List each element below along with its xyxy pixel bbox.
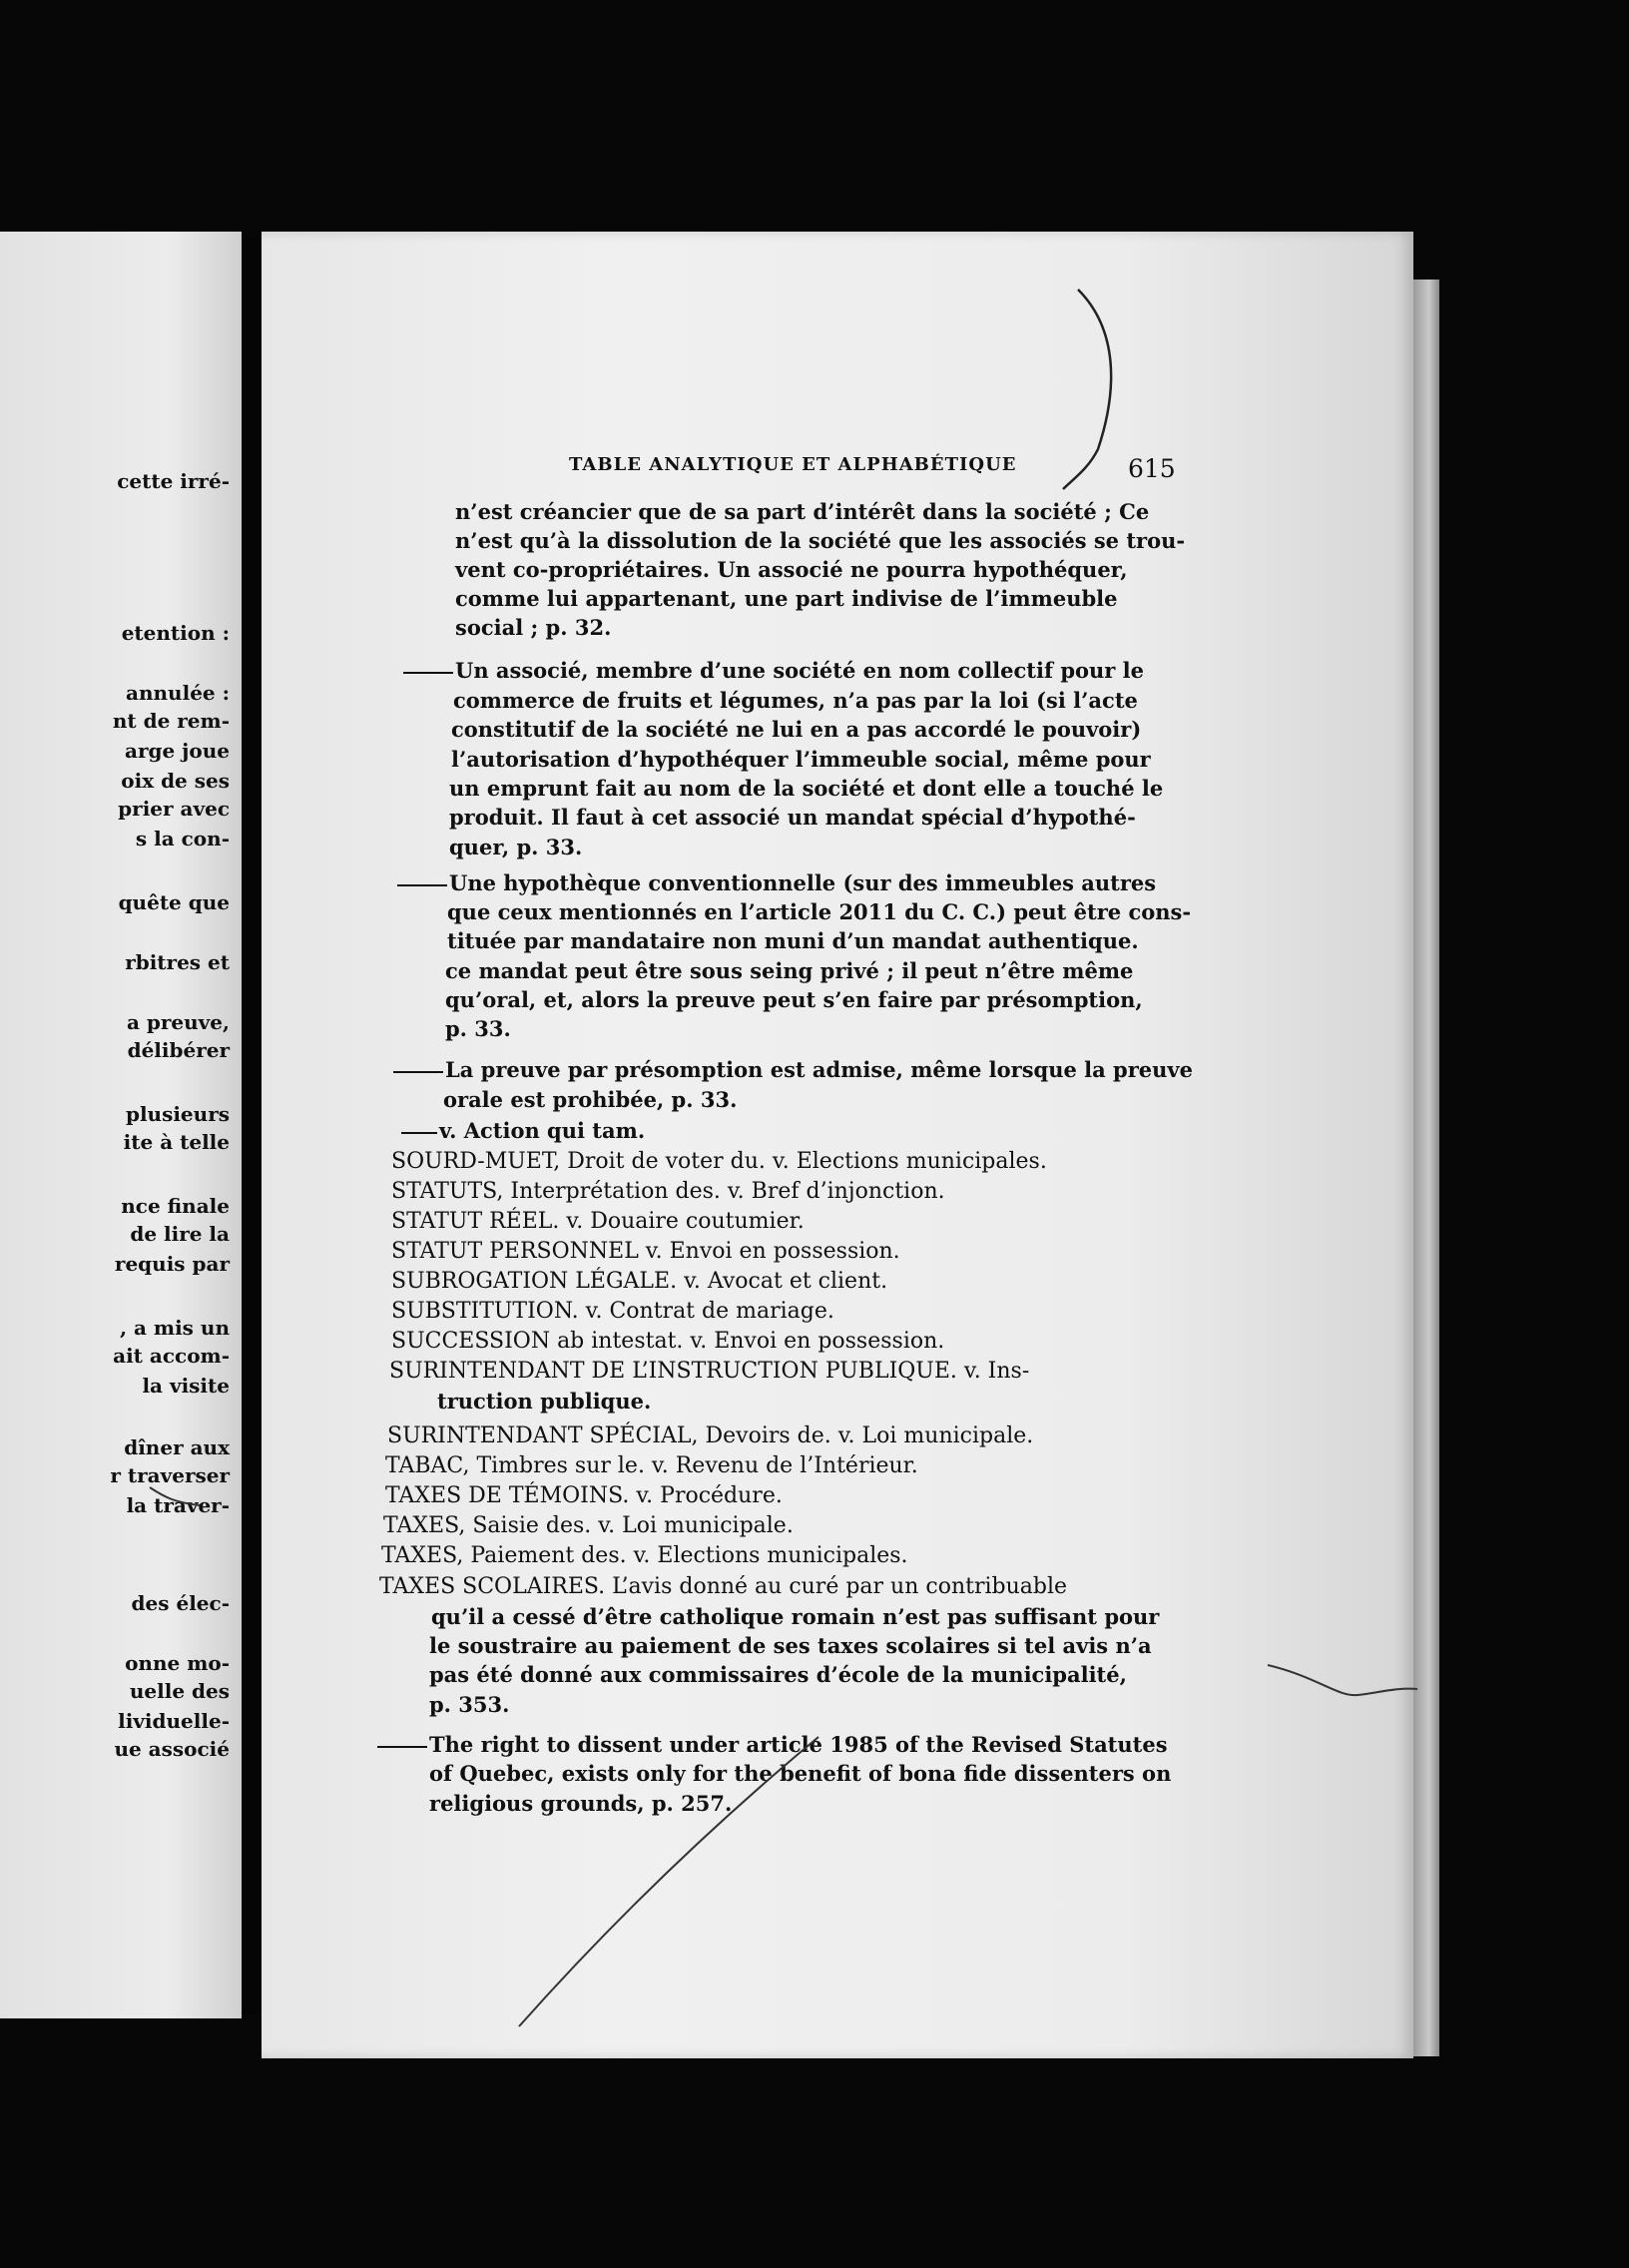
line-text: STATUT RÉEL. v. Douaire coutumier. [391,1209,805,1234]
left-page-line: requis par [114,1252,230,1276]
left-page-line: nce finale [121,1194,230,1218]
line-text: p. 33. [445,1016,511,1041]
line-text: La preuve par présomption est admise, même lorsque la preuve [445,1057,1193,1082]
left-page-line: quête que [118,890,230,914]
left-page-line: délibérer [127,1038,230,1062]
line-text: SUBROGATION LÉGALE. v. Avocat et client. [391,1269,888,1294]
left-page-line: ite à telle [123,1130,230,1154]
left-page-line: etention : [121,621,230,645]
left-page-line: la visite [142,1374,230,1398]
left-page-line: oix de ses [121,769,230,793]
line-text: TAXES, Saisie des. v. Loi municipale. [383,1513,794,1538]
line-text: un emprunt fait au nom de la société et dont elle a touché le [449,776,1164,801]
line-text: qu’il a cessé d’être catholique romain n’est pas suffisant pour [431,1604,1160,1629]
left-page-line: uelle des [129,1679,230,1703]
line-text: le soustraire au paiement de ses taxes scolaires si tel avis n’a [429,1633,1152,1658]
running-head: TABLE ANALYTIQUE ET ALPHABÉTIQUE [569,454,1017,475]
line-text: Une hypothèque conventionnelle (sur des immeubles autres [449,870,1157,895]
line-text: truction publique. [437,1389,652,1414]
left-page-line: ue associé [114,1737,230,1761]
line-text: constitutif de la société ne lui en a pas accordé le pouvoir) [451,717,1142,742]
left-page-line: , a mis un [120,1316,230,1340]
line-text: n’est qu’à la dissolution de la société que les associés se trou- [455,528,1186,553]
line-text: social ; p. 32. [455,615,612,640]
line-text: qu’oral, et, alors la preuve peut s’en faire par présomption, [445,987,1143,1012]
line-text: SUBSTITUTION. v. Contrat de mariage. [391,1299,834,1324]
left-page-line: onne mo- [125,1651,230,1675]
left-page-line: cette irré- [117,469,230,493]
line-text: n’est créancier que de sa part d’intérêt dans la société ; Ce [455,499,1150,524]
line-text: orale est prohibée, p. 33. [443,1087,738,1112]
left-page-line: ait accom- [113,1344,230,1368]
left-page-line: r traverser [110,1463,230,1487]
line-text: The right to dissent under article 1985 of the Revised Statutes [429,1732,1168,1757]
line-text: tituée par mandataire non muni d’un mandat authentique. [447,928,1139,953]
line-text: commerce de fruits et légumes, n’a pas par la loi (si l’acte [453,688,1138,713]
line-text: comme lui appartenant, une part indivise de l’immeuble [455,586,1118,611]
line-text: STATUTS, Interprétation des. v. Bref d’injonction. [391,1179,945,1204]
page-number: 615 [1128,454,1176,483]
line-text: SOURD-MUET, Droit de voter du. v. Elections municipales. [391,1149,1047,1174]
line-text: vent co-propriétaires. Un associé ne pourra hypothéquer, [455,557,1128,582]
left-page-line: plusieurs [125,1102,230,1126]
line-text: of Quebec, exists only for the benefit of bona fide dissenters on [429,1761,1172,1786]
left-page-line: lividuelle- [118,1709,230,1733]
line-text: l’autorisation d’hypothéquer l’immeuble social, même pour [451,747,1151,772]
left-page-line: des élec- [131,1591,230,1615]
line-text: Un associé, membre d’une société en nom collectif pour le [455,658,1144,683]
line-text: STATUT PERSONNEL v. Envoi en possession. [391,1239,900,1264]
line-text: que ceux mentionnés en l’article 2011 du C. C.) peut être cons- [447,899,1192,924]
left-page-line: arge joue [124,739,230,763]
left-page-line: rbitres et [125,950,230,974]
line-text: TABAC, Timbres sur le. v. Revenu de l’Intérieur. [385,1453,918,1478]
line-text: SURINTENDANT DE L’INSTRUCTION PUBLIQUE. v. Ins- [389,1359,1030,1384]
left-page-line: nt de rem- [112,709,230,733]
left-page-line: s la con- [135,827,230,850]
line-text: ce mandat peut être sous seing privé ; il peut n’être même [445,958,1134,983]
left-page-line: annulée : [126,681,230,705]
left-page-line: la traver- [126,1493,230,1517]
line-text: produit. Il faut à cet associé un mandat spécial d’hypothé- [449,805,1136,830]
line-text: v. Action qui tam. [439,1118,646,1143]
left-page-line: dîner aux [124,1435,230,1459]
line-text: TAXES DE TÉMOINS. v. Procédure. [385,1483,783,1508]
line-text: SURINTENDANT SPÉCIAL, Devoirs de. v. Loi municipale. [387,1423,1034,1448]
left-page-line: a preuve, [126,1010,230,1034]
line-text: pas été donné aux commissaires d’école de la municipalité, [429,1662,1127,1687]
line-text: SUCCESSION ab intestat. v. Envoi en possession. [391,1329,945,1354]
line-text: religious grounds, p. 257. [429,1791,733,1816]
left-page-line: de lire la [130,1222,230,1246]
line-text: p. 353. [429,1692,510,1717]
line-text: TAXES, Paiement des. v. Elections municipales. [381,1543,908,1568]
line-text: quer, p. 33. [449,835,583,859]
line-text: TAXES SCOLAIRES. L’avis donné au curé par un contribuable [379,1574,1068,1599]
left-page-line: prier avec [118,797,230,821]
